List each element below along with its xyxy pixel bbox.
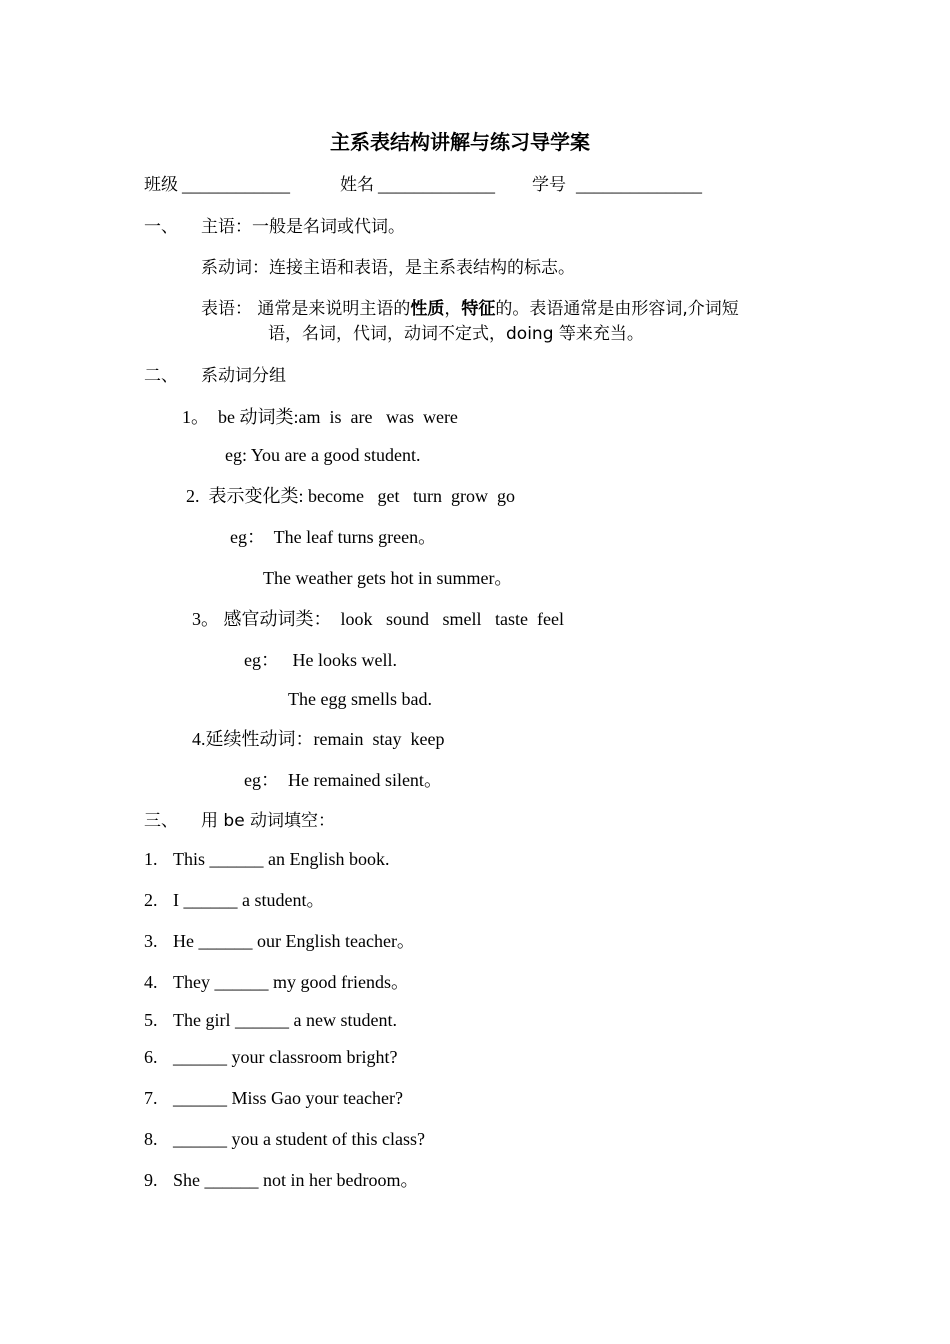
exercise-number: 1.: [144, 849, 158, 869]
exercise-number: 3.: [144, 931, 158, 951]
exercise-number: 5.: [144, 1010, 158, 1030]
predicative-definition: [201, 298, 739, 320]
section-1-number: 一、: [144, 217, 178, 237]
predicative-label: 表语：: [201, 299, 252, 319]
exercise-text: The girl ______ a new student.: [173, 1010, 397, 1030]
group-3-example: eg： He looks well.: [244, 650, 397, 670]
predicative-text-a: 通常是来说明主语的: [257, 299, 411, 319]
exercise-number: 7.: [144, 1088, 158, 1108]
exercise-text: They ______ my good friends。: [173, 972, 409, 992]
page-title: 主系表结构讲解与练习导学案: [330, 130, 590, 154]
section-3-heading: 用 be 动词填空：: [201, 811, 336, 831]
exercise-text: I ______ a student。: [173, 890, 325, 910]
exercise-text: He ______ our English teacher。: [173, 931, 415, 951]
section-3-number: 三、: [144, 811, 178, 831]
exercise-text: She ______ not in her bedroom。: [173, 1170, 419, 1190]
exercise-number: 4.: [144, 972, 158, 992]
linking-verb-definition: 系动词：连接主语和表语，是主系表结构的标志。: [201, 258, 575, 278]
student-id-label: 学号: [532, 175, 566, 195]
group-1-label: 1。 be 动词类:am is are was were: [182, 407, 458, 427]
group-1-example: eg: You are a good student.: [225, 445, 421, 465]
group-4-label: 4.延续性动词：remain stay keep: [192, 729, 445, 749]
predicative-line-2: 语，名词，代词，动词不定式，doing 等来充当。: [268, 324, 644, 344]
group-3-label: 3。 感官动词类： look sound smell taste feel: [192, 609, 564, 629]
group-2-label: 2. 表示变化类: become get turn grow go: [186, 486, 515, 506]
name-label: 姓名: [340, 175, 374, 195]
predicative-bold-nature: 性质: [410, 299, 445, 319]
group-4-example: eg： He remained silent。: [244, 770, 442, 790]
predicative-bold-feature: 特征: [461, 299, 496, 319]
exercise-number: 8.: [144, 1129, 158, 1149]
exercise-text: ______ you a student of this class?: [173, 1129, 425, 1149]
exercise-number: 9.: [144, 1170, 158, 1190]
student-id-blank: ______________: [576, 175, 702, 195]
class-blank: ____________: [182, 175, 290, 195]
group-2-example: eg： The leaf turns green。: [230, 527, 437, 547]
group-2-example-2: The weather gets hot in summer。: [263, 568, 513, 588]
exercise-text: This ______ an English book.: [173, 849, 390, 869]
section-2-number: 二、: [144, 366, 178, 386]
subject-definition: 主语：一般是名词或代词。: [201, 217, 405, 237]
predicative-separator: ，: [444, 299, 462, 319]
class-label: 班级: [144, 175, 178, 195]
exercise-text: ______ Miss Gao your teacher?: [173, 1088, 403, 1108]
name-blank: _____________: [378, 175, 495, 195]
group-3-example-2: The egg smells bad.: [288, 689, 432, 709]
section-2-heading: 系动词分组: [201, 366, 286, 386]
exercise-number: 2.: [144, 890, 158, 910]
exercise-text: ______ your classroom bright?: [173, 1047, 398, 1067]
exercise-number: 6.: [144, 1047, 158, 1067]
predicative-text-c: 的。表语通常是由形容词,介词短: [495, 299, 739, 319]
